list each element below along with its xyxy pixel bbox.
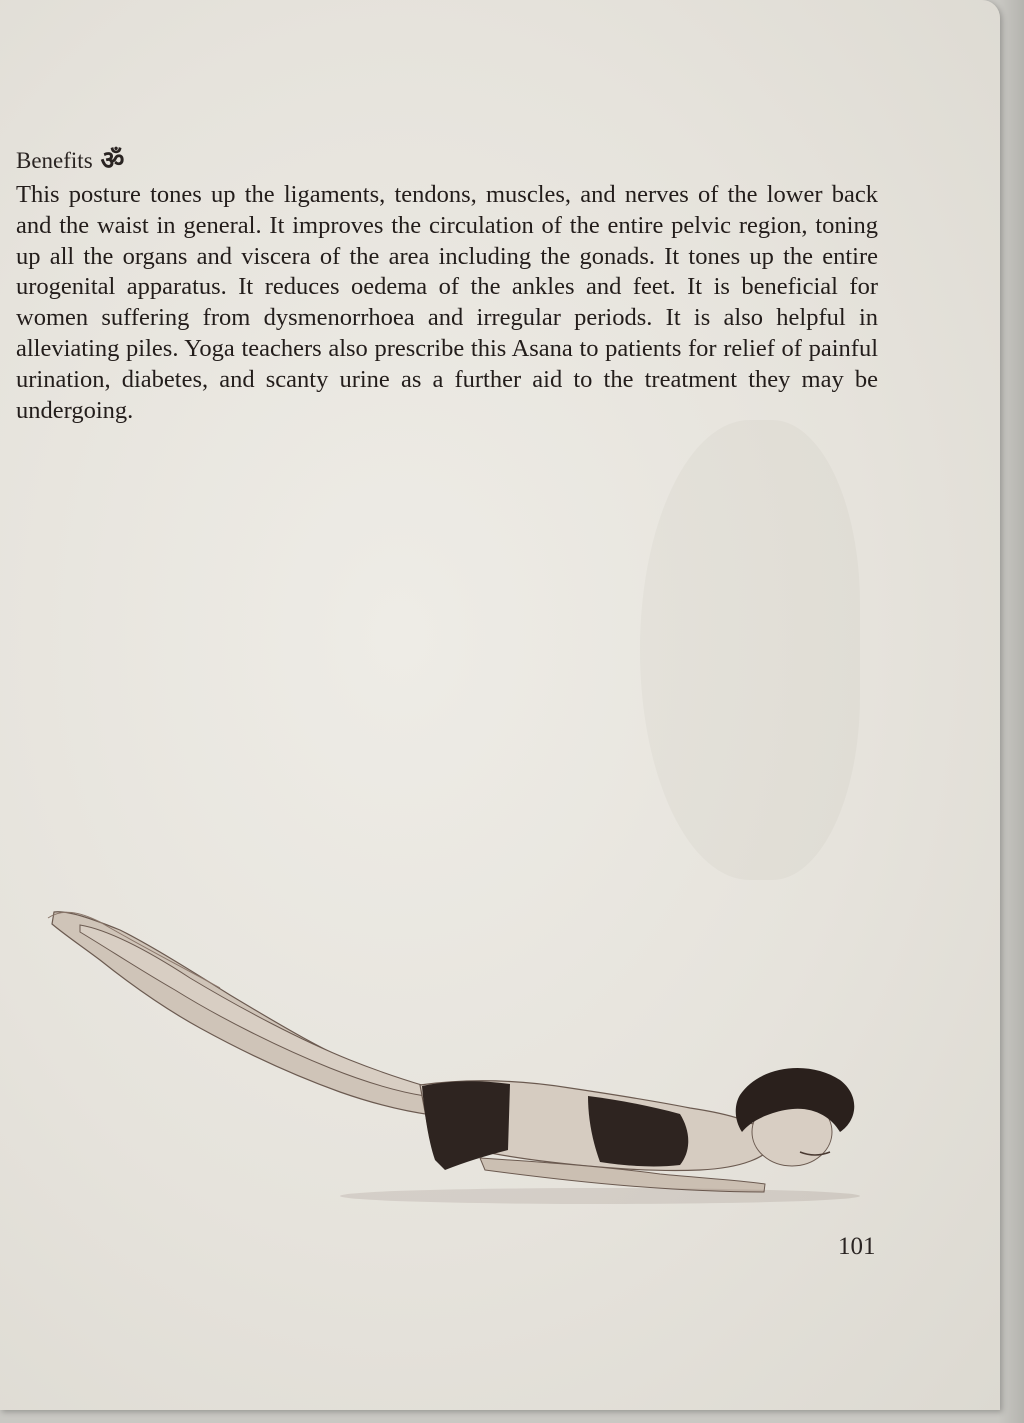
page-number: 101 xyxy=(838,1233,876,1260)
section-heading xyxy=(16,148,124,174)
page-edge-shadow xyxy=(998,0,1024,1423)
show-through-shadow xyxy=(640,420,860,880)
benefits-paragraph: This posture tones up the ligaments, tendons, muscles, and nerves of the lower back and the waist in general. It improves the circulation of the entire pelvic region, toning up all the organs and viscera of the area including the gonads. It tones up the entire urogenital apparatus. It reduces oedema of the ankles and feet. It is beneficial for women suffering from dysmenorrhoea and irregular periods. It is also helpful in alleviating piles. Yoga teachers also prescribe this Asana to patients for relief of painful urination, diabetes, and scanty urine as a further aid to the treatment they may be undergoing. xyxy=(16,181,878,424)
om-symbol-icon: ॐ xyxy=(100,146,125,176)
locust-pose-photo xyxy=(40,900,920,1210)
heading-label: Benefits xyxy=(16,148,93,173)
